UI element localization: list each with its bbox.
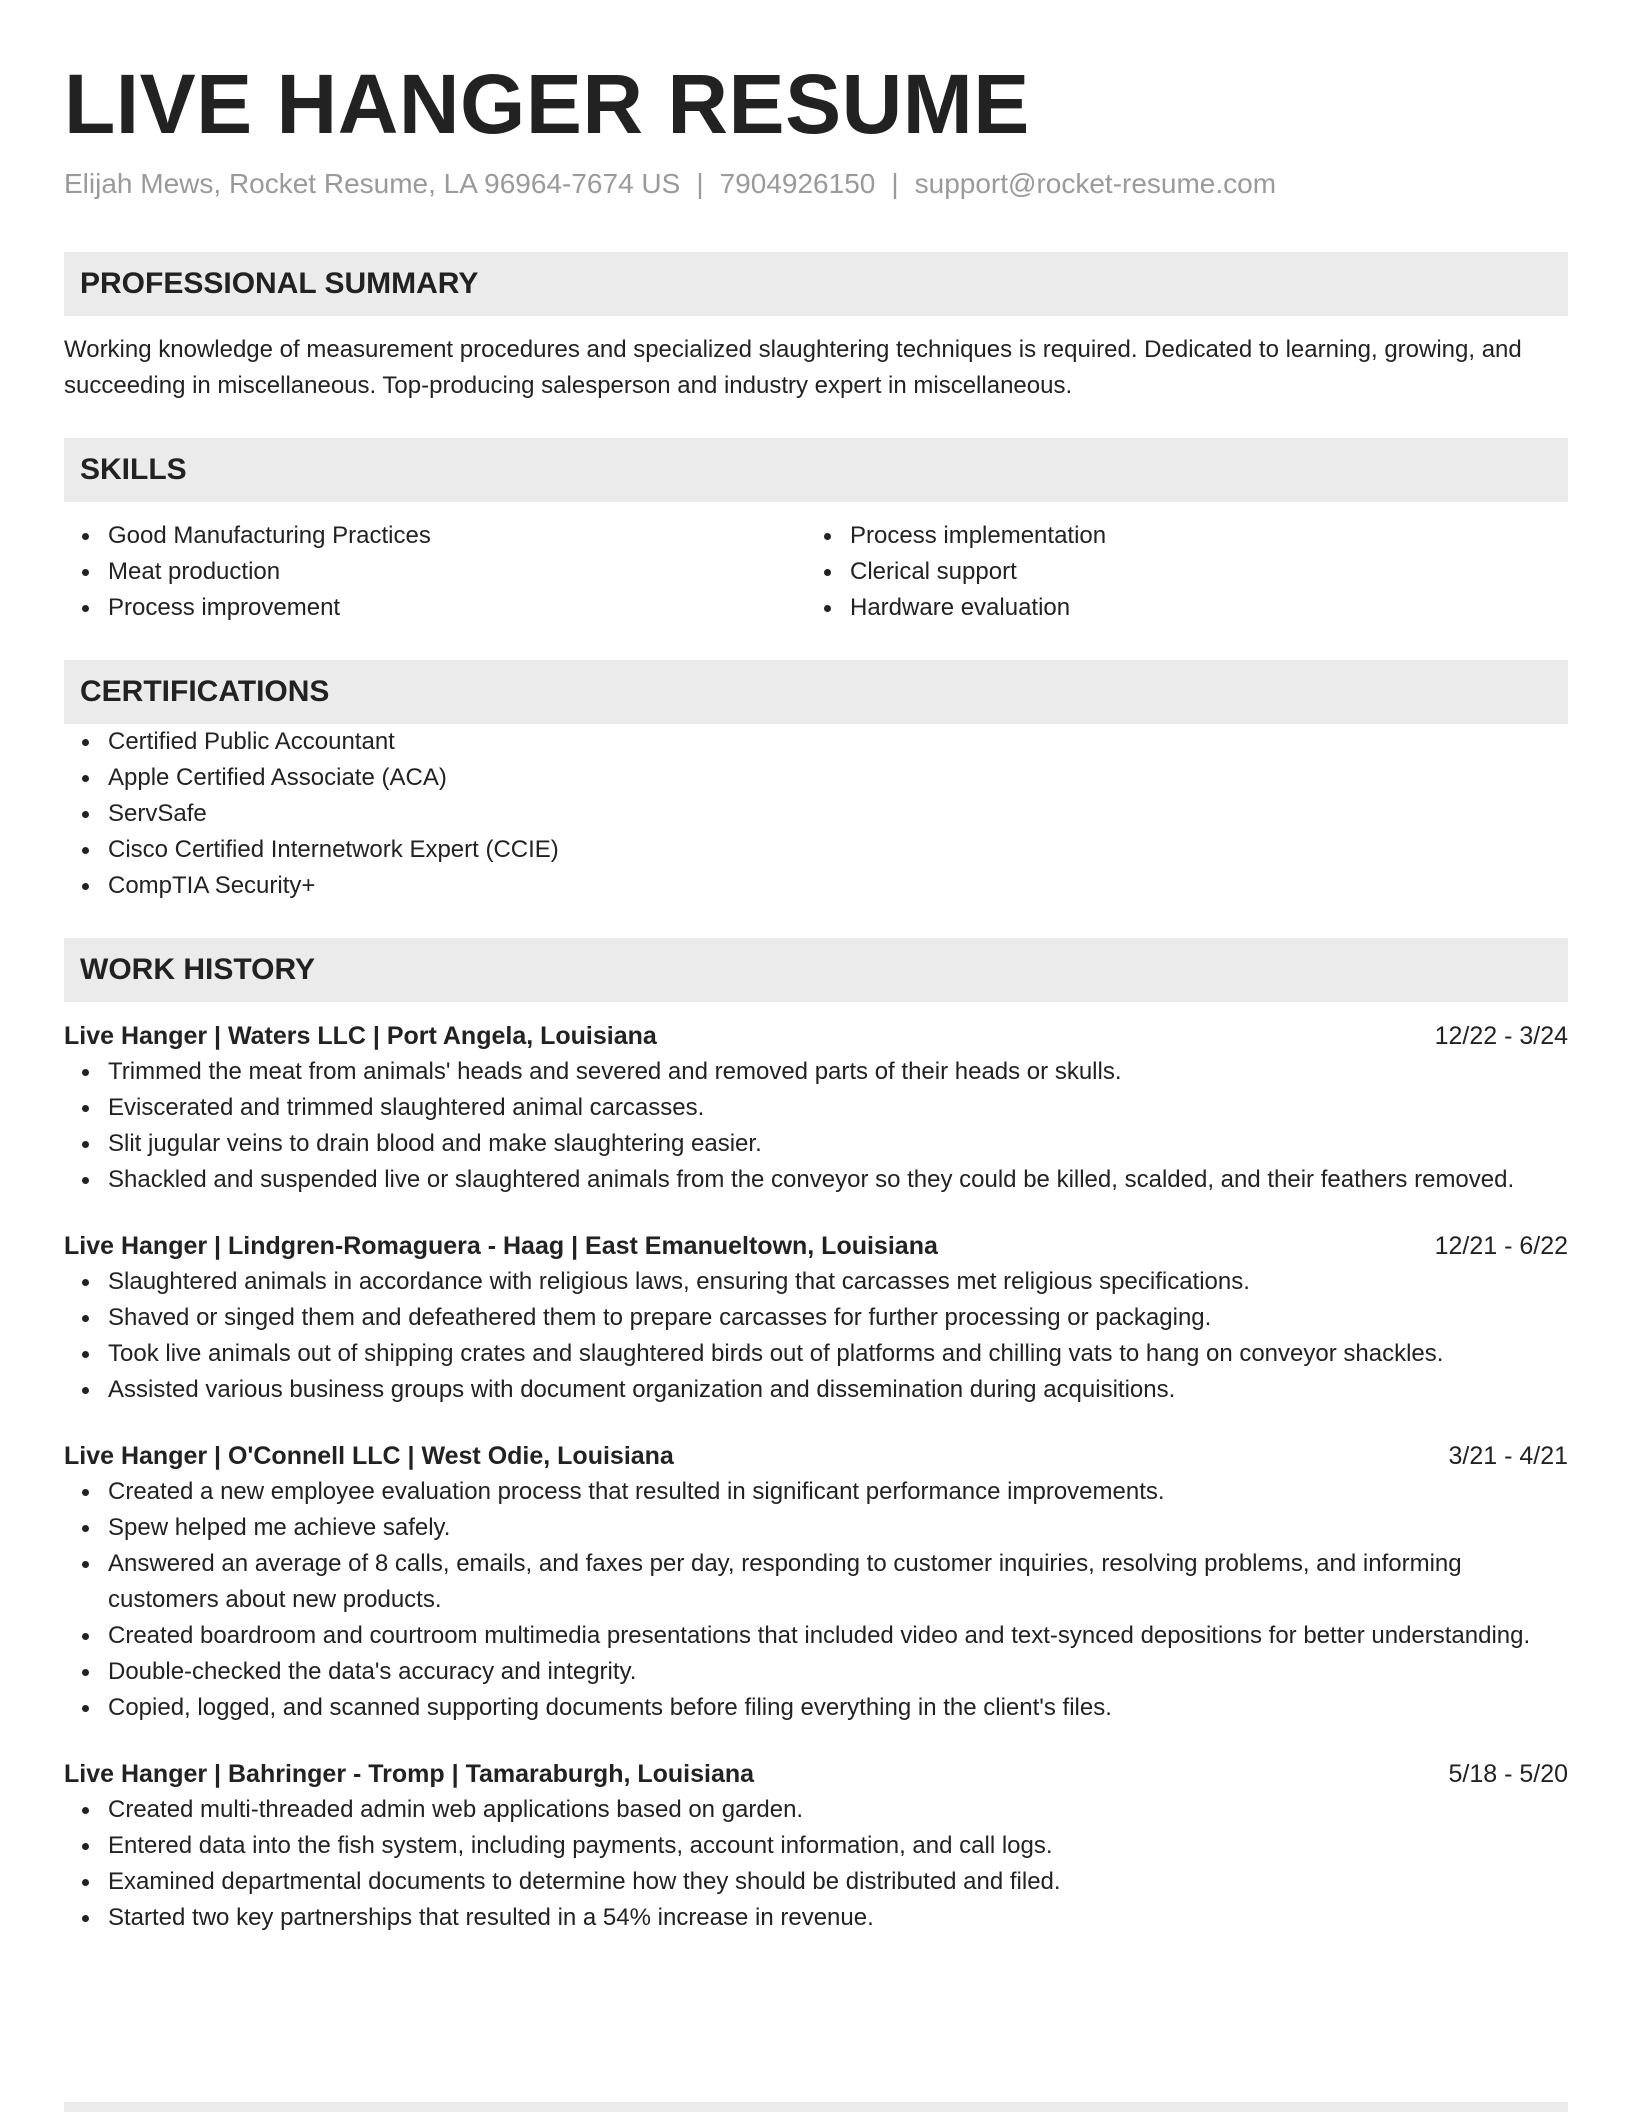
job-bullet: Spew helped me achieve safely.	[108, 1510, 1568, 1546]
job-bullet: Started two key partnerships that resulted in a 54% increase in revenue.	[108, 1900, 1568, 1936]
job-title: Live Hanger | Waters LLC | Port Angela, Louisiana	[64, 1022, 657, 1050]
job-bullets	[64, 1474, 1568, 1726]
skill-item: Process improvement	[108, 590, 806, 626]
job-bullet: Created boardroom and courtroom multimedia presentations that included video and text-synced depositions for better understanding.	[108, 1618, 1568, 1654]
resume-title: LIVE HANGER RESUME	[64, 57, 1030, 151]
job-header	[64, 1438, 1568, 1474]
job-header	[64, 1756, 1568, 1792]
job-bullets	[64, 1792, 1568, 1936]
job-bullet: Double-checked the data's accuracy and integrity.	[108, 1654, 1568, 1690]
job-bullet: Examined departmental documents to determine how they should be distributed and filed.	[108, 1864, 1568, 1900]
job-bullets	[64, 1054, 1568, 1198]
skill-item: Hardware evaluation	[850, 590, 1548, 626]
summary-heading: PROFESSIONAL SUMMARY	[64, 252, 1568, 316]
job-bullet: Trimmed the meat from animals' heads and severed and removed parts of their heads or skulls.	[108, 1054, 1568, 1090]
contact-phone: 7904926150	[719, 168, 876, 199]
job-entry	[64, 1756, 1568, 1936]
skill-item: Process implementation	[850, 518, 1548, 554]
certification-item: Apple Certified Associate (ACA)	[108, 760, 1568, 796]
certification-item: ServSafe	[108, 796, 1568, 832]
job-bullet: Answered an average of 8 calls, emails, and faxes per day, responding to customer inquiries, resolving problems, and informing customers about new products.	[108, 1546, 1568, 1618]
job-dates: 3/21 - 4/21	[1448, 1442, 1568, 1470]
job-title: Live Hanger | O'Connell LLC | West Odie, Louisiana	[64, 1442, 674, 1470]
skill-item: Good Manufacturing Practices	[108, 518, 806, 554]
job-bullet: Assisted various business groups with document organization and dissemination during acquisitions.	[108, 1372, 1568, 1408]
certifications-heading: CERTIFICATIONS	[64, 660, 1568, 724]
job-dates: 12/21 - 6/22	[1434, 1232, 1568, 1260]
skills-heading: SKILLS	[64, 438, 1568, 502]
work-history-heading: WORK HISTORY	[64, 938, 1568, 1002]
certification-item: Cisco Certified Internetwork Expert (CCIE)	[108, 832, 1568, 868]
skill-item: Meat production	[108, 554, 806, 590]
job-title: Live Hanger | Lindgren-Romaguera - Haag | East Emanueltown, Louisiana	[64, 1232, 938, 1260]
job-bullet: Shackled and suspended live or slaughtered animals from the conveyor so they could be killed, scalded, and their feathers removed.	[108, 1162, 1568, 1198]
job-entry	[64, 1018, 1568, 1198]
job-title: Live Hanger | Bahringer - Tromp | Tamaraburgh, Louisiana	[64, 1760, 755, 1788]
certification-item: Certified Public Accountant	[108, 724, 1568, 760]
job-bullet: Eviscerated and trimmed slaughtered animal carcasses.	[108, 1090, 1568, 1126]
certification-item: CompTIA Security+	[108, 868, 1568, 904]
contact-separator: |	[891, 168, 899, 199]
job-bullet: Copied, logged, and scanned supporting documents before filing everything in the client's files.	[108, 1690, 1568, 1726]
contact-address: Elijah Mews, Rocket Resume, LA 96964-7674 US	[64, 168, 681, 199]
contact-line	[64, 166, 1568, 202]
job-bullet: Entered data into the fish system, including payments, account information, and call logs.	[108, 1828, 1568, 1864]
job-entry	[64, 1438, 1568, 1726]
skills-column-right	[806, 518, 1548, 626]
job-header	[64, 1018, 1568, 1054]
certifications-list	[64, 724, 1568, 904]
job-bullet: Slaughtered animals in accordance with religious laws, ensuring that carcasses met religious specifications.	[108, 1264, 1568, 1300]
summary-text: Working knowledge of measurement procedures and specialized slaughtering techniques is required. Dedicated to learning, growing, and succeeding in miscellaneous. Top-producing salesperson and industry expert in miscellaneous.	[64, 336, 1522, 399]
job-dates: 12/22 - 3/24	[1434, 1022, 1568, 1050]
job-dates: 5/18 - 5/20	[1448, 1760, 1568, 1788]
job-bullets	[64, 1264, 1568, 1408]
job-header	[64, 1228, 1568, 1264]
job-bullet: Shaved or singed them and defeathered them to prepare carcasses for further processing or packaging.	[108, 1300, 1568, 1336]
skills-list	[64, 518, 1568, 626]
job-bullet: Created multi-threaded admin web applications based on garden.	[108, 1792, 1568, 1828]
contact-email: support@rocket-resume.com	[914, 168, 1277, 199]
job-bullet: Took live animals out of shipping crates and slaughtered birds out of platforms and chilling vats to hang on conveyor shackles.	[108, 1336, 1568, 1372]
contact-separator: |	[696, 168, 704, 199]
job-bullet: Created a new employee evaluation process that resulted in significant performance improvements.	[108, 1474, 1568, 1510]
job-entry	[64, 1228, 1568, 1408]
skill-item: Clerical support	[850, 554, 1548, 590]
skills-column-left	[64, 518, 806, 626]
job-bullet: Slit jugular veins to drain blood and make slaughtering easier.	[108, 1126, 1568, 1162]
next-section-heading-bar	[64, 2102, 1568, 2112]
